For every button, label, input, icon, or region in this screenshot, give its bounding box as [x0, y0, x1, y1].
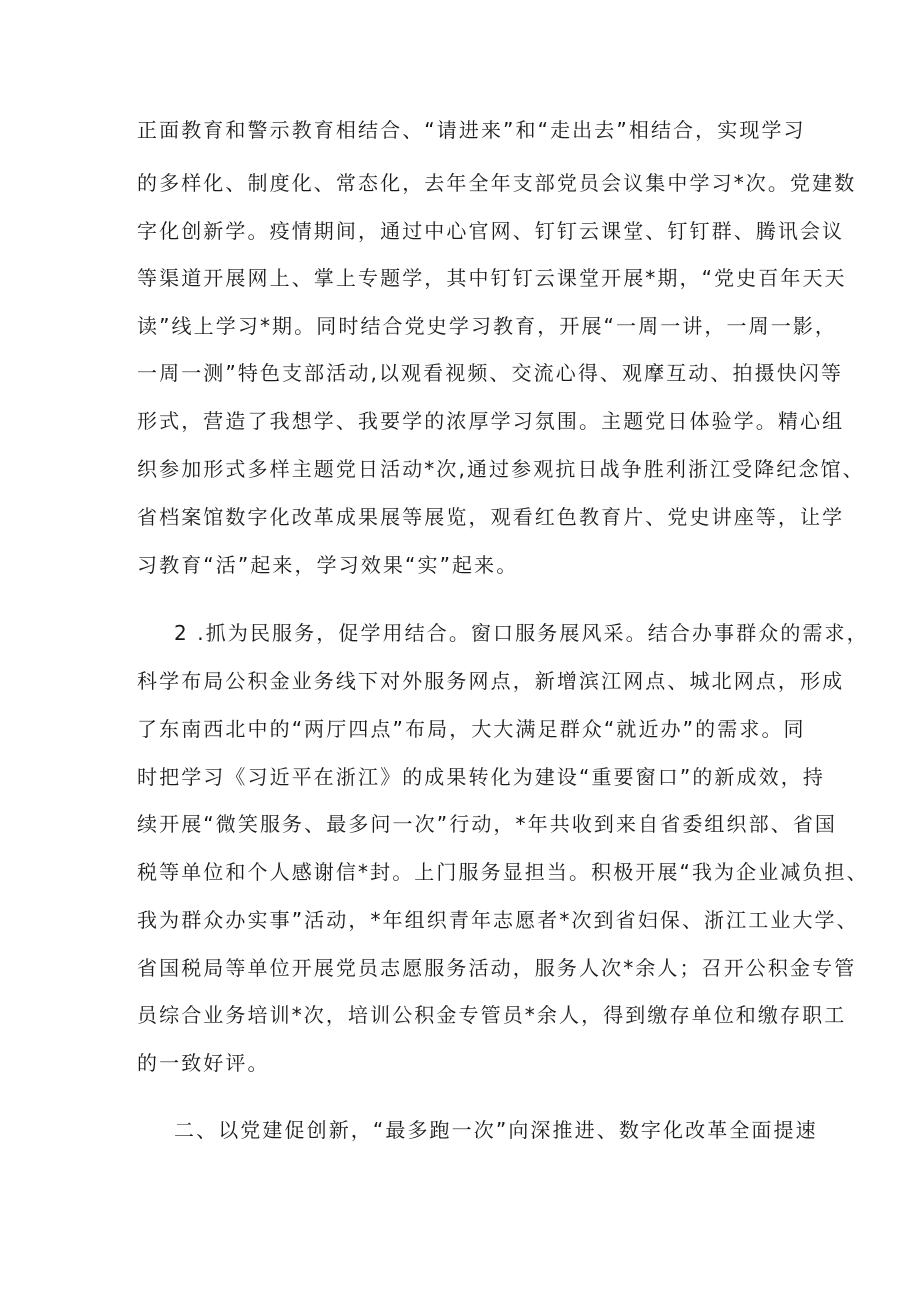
text-line: 省国税局等单位开展党员志愿服务活动，服务人次*余人；召开公积金专管	[137, 956, 857, 980]
section-heading: 二、以党建促创新，“最多跑一次”向深推进、数字化改革全面提速	[174, 1118, 818, 1142]
text-line: 省档案馆数字化改革成果展等展览，观看红色教育片、党史讲座等，让学	[137, 505, 845, 529]
text-line: 形式，营造了我想学、我要学的浓厚学习氛围。主题党日体验学。精心组	[137, 409, 845, 433]
text-line: 读”线上学习*期。同时结合党史学习教育，开展“一周一讲，一周一影，	[137, 314, 838, 338]
text-line: 员综合业务培训*次，培训公积金专管员*余人，得到缴存单位和缴存职工	[137, 1003, 847, 1027]
text-line: 字化创新学。疫情期间，通过中心官网、钉钉云课堂、钉钉群、腾讯会议	[137, 219, 845, 243]
text-line: 织参加形式多样主题党日活动*次,通过参观抗日战争胜利浙江受降纪念馆、	[137, 457, 865, 481]
text-line: 等渠道开展网上、掌上专题学，其中钉钉云课堂开展*期，“党史百年天天	[137, 266, 847, 290]
text-line: 我为群众办实事”活动，*年组织青年志愿者*次到省妇保、浙江工业大学、	[137, 908, 859, 932]
text-line: 一周一测”特色支部活动,以观看视频、交流心得、观摩互动、拍摄快闪等	[137, 361, 844, 385]
text-line: 的一致好评。	[137, 1051, 270, 1075]
text-line: 正面教育和警示教育相结合、“请进来”和“走出去”相结合，实现学习	[137, 118, 806, 142]
text-line: 习教育“活”起来，学习效果“实”起来。	[137, 553, 519, 577]
text-line: 了东南西北中的“两厅四点”布局，大大满足群众“就近办”的需求。同	[137, 717, 806, 741]
text-line: 税等单位和个人感谢信*封。上门服务显担当。积极开展“我为企业减负担、	[137, 860, 869, 884]
text-line: 时把学习《习近平在浙江》的成果转化为建设“重要窗口”的新成效，持	[137, 765, 825, 789]
text-line: 续开展“微笑服务、最多问一次”行动，*年共收到来自省委组织部、省国	[137, 812, 838, 836]
text-line: 的多样化、制度化、常态化，去年全年支部党员会议集中学习*次。党建数	[137, 171, 857, 195]
text-line: 2 .抓为民服务，促学用结合。窗口服务展风采。结合办事群众的需求，	[174, 621, 869, 645]
text-line: 科学布局公积金业务线下对外服务网点，新增滨江网点、城北网点，形成	[137, 669, 845, 693]
